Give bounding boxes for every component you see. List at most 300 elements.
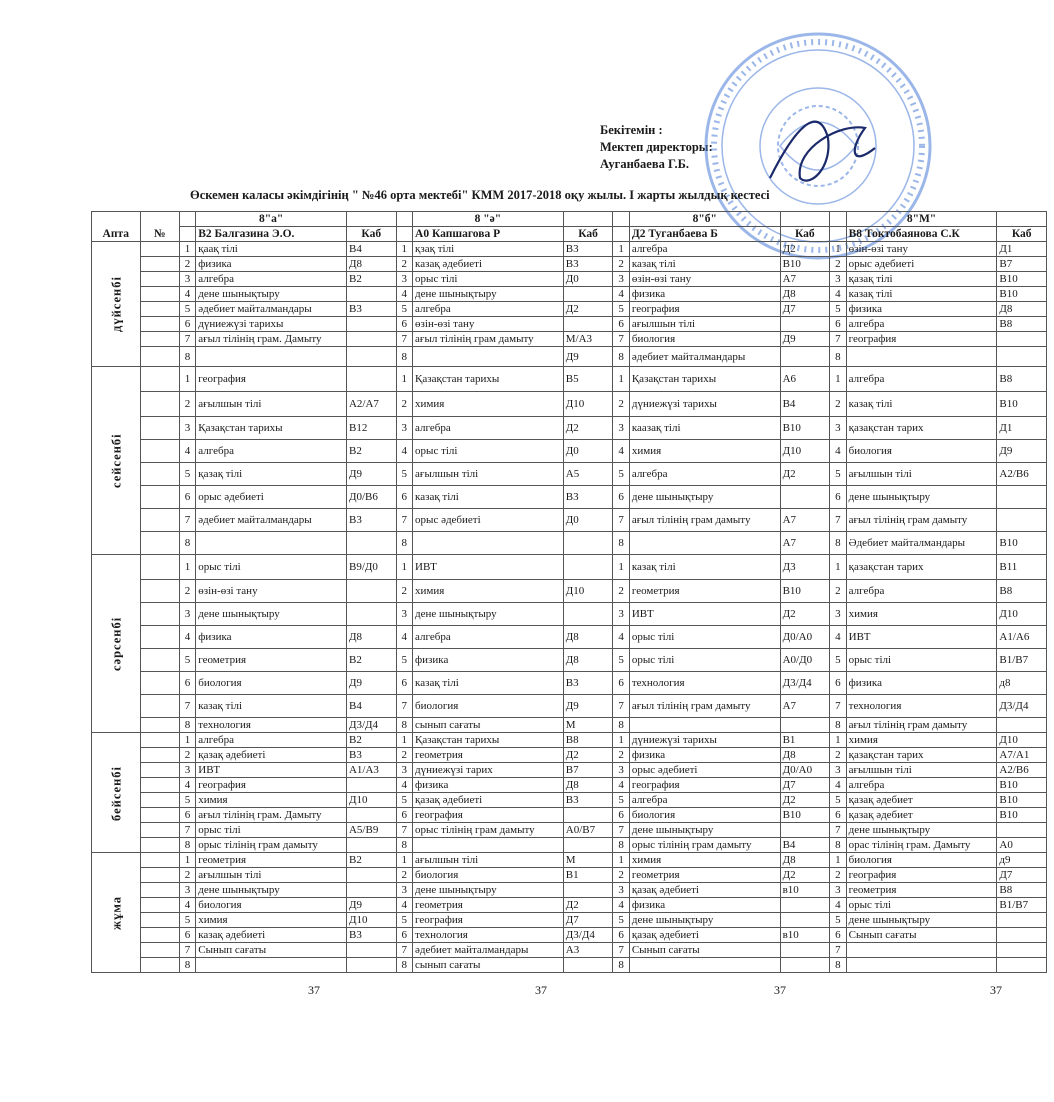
room-cell [997, 718, 1047, 733]
day-label: сәрсенбі [92, 555, 141, 733]
subject-cell: алгебра [846, 317, 997, 332]
room-cell [780, 913, 830, 928]
subject-cell: қазақ әдебиет [846, 808, 997, 823]
room-cell: В4 [780, 838, 830, 853]
room-cell: Д10 [780, 440, 830, 463]
room-cell [563, 883, 613, 898]
room-cell: В7 [997, 257, 1047, 272]
room-cell: В2 [346, 272, 396, 287]
room-cell: д9 [997, 853, 1047, 868]
room-cell: Д8 [780, 287, 830, 302]
table-row [92, 532, 1047, 555]
subject-cell: қазақ әдебиет [846, 793, 997, 808]
spacer-cell [140, 838, 179, 853]
lesson-number: 6 [613, 486, 630, 509]
lesson-number: 6 [179, 486, 196, 509]
subject-cell: дене шынықтыру [413, 883, 564, 898]
room-cell: В2 [346, 733, 396, 748]
table-row [92, 347, 1047, 367]
subject-cell: химия [846, 603, 997, 626]
lesson-number: 5 [396, 913, 413, 928]
room-cell: В4 [346, 242, 396, 257]
room-cell: Д3/Д4 [563, 928, 613, 943]
subject-cell: орыс әдебиеті [413, 509, 564, 532]
subject-cell: дене шынықтыру [629, 486, 780, 509]
lesson-number: 6 [613, 928, 630, 943]
lesson-number: 6 [830, 486, 847, 509]
subject-cell: дене шынықтыру [413, 287, 564, 302]
lesson-number: 6 [179, 672, 196, 695]
lesson-number: 6 [830, 928, 847, 943]
lesson-number: 2 [613, 392, 630, 417]
lesson-number: 2 [830, 580, 847, 603]
room-cell: А2/В6 [997, 763, 1047, 778]
room-cell [563, 532, 613, 555]
lesson-number: 2 [179, 868, 196, 883]
subject-cell: биология [846, 853, 997, 868]
lesson-number: 3 [613, 603, 630, 626]
total-hours: 37 [308, 983, 320, 997]
lesson-number: 3 [396, 272, 413, 287]
subject-cell: дүниежүзі тарихы [629, 392, 780, 417]
room-cell: А2/А7 [346, 392, 396, 417]
lesson-number: 1 [830, 733, 847, 748]
lesson-number: 1 [396, 733, 413, 748]
spacer-cell [140, 302, 179, 317]
room-cell: Д8 [346, 626, 396, 649]
lesson-number: 5 [396, 793, 413, 808]
class-name: 8"а" [196, 212, 347, 227]
subject-cell: алгебра [413, 302, 564, 317]
room-cell: В8 [563, 733, 613, 748]
lesson-number: 4 [613, 778, 630, 793]
lesson-number: 6 [396, 486, 413, 509]
room-cell [563, 317, 613, 332]
room-cell: В3 [563, 242, 613, 257]
subject-cell: химия [413, 392, 564, 417]
subject-cell [846, 958, 997, 973]
room-cell: Д2 [780, 868, 830, 883]
lesson-number: 6 [396, 672, 413, 695]
subject-cell: казақ тілі [846, 392, 997, 417]
subject-cell: география [846, 332, 997, 347]
lesson-number: 8 [613, 718, 630, 733]
subject-cell: дүниежүзі тарихы [196, 317, 347, 332]
spacer-cell [140, 913, 179, 928]
subject-cell [196, 532, 347, 555]
lesson-number: 8 [396, 532, 413, 555]
table-row [92, 603, 1047, 626]
room-cell: Д3/Д4 [780, 672, 830, 695]
subject-cell: химия [413, 580, 564, 603]
subject-cell: алгебра [846, 580, 997, 603]
lesson-number: 2 [396, 748, 413, 763]
subject-cell: биология [629, 332, 780, 347]
lesson-number: 7 [179, 943, 196, 958]
spacer-cell [140, 733, 179, 748]
subject-cell: география [629, 302, 780, 317]
room-cell [346, 367, 396, 392]
lesson-number: 1 [179, 242, 196, 257]
subject-cell: химия [629, 440, 780, 463]
lesson-number: 7 [396, 823, 413, 838]
room-cell: В8 [997, 317, 1047, 332]
subject-cell: технология [413, 928, 564, 943]
room-cell: Д9 [563, 347, 613, 367]
subject-cell: геометрия [846, 883, 997, 898]
lesson-number: 6 [396, 808, 413, 823]
room-cell: В1/В7 [997, 649, 1047, 672]
table-row [92, 793, 1047, 808]
table-row [92, 367, 1047, 392]
subject-cell: ағыл тілінің грам дамыту [413, 332, 564, 347]
room-cell: В12 [346, 417, 396, 440]
lesson-number: 5 [830, 649, 847, 672]
lesson-number: 2 [830, 257, 847, 272]
lesson-number: 8 [830, 347, 847, 367]
class-teacher: А0 Капшагова Р [413, 227, 564, 242]
lesson-number: 4 [830, 287, 847, 302]
room-cell: В2 [346, 440, 396, 463]
subject-cell: биология [846, 440, 997, 463]
spacer-cell [140, 695, 179, 718]
subject-cell: геометрия [196, 853, 347, 868]
subject-cell: Әдебиет майталмандары [846, 532, 997, 555]
subject-cell: география [196, 367, 347, 392]
subject-cell: биология [413, 868, 564, 883]
lesson-number: 2 [179, 257, 196, 272]
room-cell: В3 [563, 486, 613, 509]
subject-cell: ағылшын тілі [196, 868, 347, 883]
table-row [92, 287, 1047, 302]
table-row [92, 463, 1047, 486]
room-cell: Д10 [563, 580, 613, 603]
room-cell: Д8 [780, 853, 830, 868]
subject-cell: ИВТ [196, 763, 347, 778]
subject-cell: география [413, 913, 564, 928]
subject-cell: Қазақстан тарихы [196, 417, 347, 440]
room-cell: В10 [997, 778, 1047, 793]
subject-cell: Қазақстан тарихы [413, 733, 564, 748]
lesson-number: 6 [396, 928, 413, 943]
spacer-cell [140, 898, 179, 913]
subject-cell: орас тілінің грам. Дамыту [846, 838, 997, 853]
lesson-number: 4 [179, 626, 196, 649]
subject-cell: қазақ әдебиеті [413, 793, 564, 808]
room-cell: А0/В7 [563, 823, 613, 838]
room-cell: в10 [780, 928, 830, 943]
subject-cell: технология [196, 718, 347, 733]
room-cell [780, 718, 830, 733]
room-cell: д8 [997, 672, 1047, 695]
room-cell: Д1 [997, 417, 1047, 440]
room-cell: Д7 [780, 302, 830, 317]
lesson-number: 8 [613, 532, 630, 555]
lesson-number: 6 [396, 317, 413, 332]
room-cell: А7 [780, 509, 830, 532]
cab-header: Каб [563, 227, 613, 242]
table-row [92, 913, 1047, 928]
room-cell [563, 603, 613, 626]
room-cell: Д3 [780, 555, 830, 580]
room-cell: Д10 [346, 913, 396, 928]
spacer-cell [140, 672, 179, 695]
table-row [92, 928, 1047, 943]
lesson-number: 2 [613, 868, 630, 883]
lesson-number: 4 [396, 778, 413, 793]
room-cell: А1/А6 [997, 626, 1047, 649]
subject-cell: казақ тілі [846, 287, 997, 302]
subject-cell [846, 347, 997, 367]
lesson-number: 5 [613, 793, 630, 808]
lesson-number: 6 [179, 808, 196, 823]
room-cell: В10 [997, 532, 1047, 555]
room-cell [346, 580, 396, 603]
lesson-number: 8 [179, 718, 196, 733]
table-row [92, 868, 1047, 883]
subject-cell: Сынып сағаты [629, 943, 780, 958]
subject-cell: химия [629, 853, 780, 868]
lesson-number: 8 [396, 718, 413, 733]
subject-cell: орыс тілі [629, 649, 780, 672]
subject-cell: орыс тілі [846, 898, 997, 913]
lesson-number: 7 [613, 509, 630, 532]
lesson-number: 4 [613, 287, 630, 302]
subject-cell: физика [629, 287, 780, 302]
subject-cell: алгебра [629, 463, 780, 486]
subject-cell: өзін-өзі тану [846, 242, 997, 257]
room-cell: В4 [780, 392, 830, 417]
room-cell: М [563, 853, 613, 868]
lesson-number: 2 [396, 868, 413, 883]
table-row [92, 748, 1047, 763]
subject-cell: ағыл тілінің грам дамыту [629, 509, 780, 532]
cab-header: Каб [780, 227, 830, 242]
subject-cell: химия [196, 793, 347, 808]
subject-cell: орыс әдебиеті [629, 763, 780, 778]
lesson-number: 3 [396, 603, 413, 626]
lesson-number: 2 [396, 580, 413, 603]
room-cell [563, 958, 613, 973]
room-cell [997, 332, 1047, 347]
spacer-cell [140, 868, 179, 883]
spacer-cell [140, 778, 179, 793]
subject-cell: орыс тілі [629, 626, 780, 649]
room-cell: Д2 [563, 748, 613, 763]
spacer-cell [140, 823, 179, 838]
room-cell: В7 [563, 763, 613, 778]
lesson-number: 5 [396, 649, 413, 672]
room-cell: А1/А3 [346, 763, 396, 778]
table-row [92, 718, 1047, 733]
subject-cell [629, 958, 780, 973]
room-cell: Д7 [780, 778, 830, 793]
room-cell: В3 [346, 509, 396, 532]
room-cell: В3 [346, 928, 396, 943]
subject-cell [629, 718, 780, 733]
subject-cell: география [846, 868, 997, 883]
room-cell: Д10 [563, 392, 613, 417]
table-row [92, 883, 1047, 898]
room-cell: Д0 [563, 440, 613, 463]
room-cell: В2 [346, 853, 396, 868]
lesson-number: 7 [396, 332, 413, 347]
class-name: 8"М" [846, 212, 997, 227]
room-cell [780, 317, 830, 332]
room-cell [997, 823, 1047, 838]
subject-cell: сынып сағаты [413, 958, 564, 973]
spacer-cell [140, 367, 179, 392]
room-cell [346, 958, 396, 973]
room-cell: Д8 [563, 778, 613, 793]
room-cell: Д9 [346, 898, 396, 913]
room-cell: Д8 [346, 257, 396, 272]
subject-cell: орыс тілі [413, 272, 564, 287]
lesson-number: 6 [830, 672, 847, 695]
subject-cell: биология [629, 808, 780, 823]
lesson-number: 3 [613, 883, 630, 898]
spacer-cell [140, 257, 179, 272]
lesson-number: 1 [613, 242, 630, 257]
lesson-number: 3 [179, 603, 196, 626]
room-cell: В1/В7 [997, 898, 1047, 913]
lesson-number: 8 [830, 532, 847, 555]
lesson-number: 4 [830, 440, 847, 463]
lesson-number: 4 [613, 440, 630, 463]
lesson-number: 4 [396, 626, 413, 649]
room-cell [346, 838, 396, 853]
lesson-number: 2 [613, 580, 630, 603]
lesson-number: 8 [613, 347, 630, 367]
subject-cell: казақ тілі [413, 672, 564, 695]
room-cell: Д0 [563, 509, 613, 532]
room-cell: А5/В9 [346, 823, 396, 838]
table-row [92, 672, 1047, 695]
room-cell: М [563, 718, 613, 733]
room-cell: В10 [997, 808, 1047, 823]
lesson-number: 1 [179, 555, 196, 580]
total-hours: 37 [990, 983, 1002, 997]
lesson-number: 5 [396, 302, 413, 317]
subject-cell: алгебра [196, 733, 347, 748]
room-cell [346, 332, 396, 347]
room-cell [780, 486, 830, 509]
room-cell: Д0/А0 [780, 626, 830, 649]
subject-cell: физика [413, 649, 564, 672]
subject-cell: ағылшын тілі [846, 763, 997, 778]
subject-cell: дене шынықтыру [196, 287, 347, 302]
subject-cell: ИВТ [413, 555, 564, 580]
subject-cell: алгебра [413, 417, 564, 440]
subject-cell: география [196, 778, 347, 793]
subject-cell [413, 532, 564, 555]
lesson-number: 7 [830, 509, 847, 532]
lesson-number: 2 [830, 748, 847, 763]
lesson-number: 8 [830, 838, 847, 853]
day-label: жұма [92, 853, 141, 973]
subject-cell: каазақ тілі [629, 417, 780, 440]
lesson-number: 8 [179, 838, 196, 853]
lesson-number: 4 [830, 626, 847, 649]
room-cell: В10 [780, 417, 830, 440]
subject-cell: орыс тілі [846, 649, 997, 672]
room-cell [780, 347, 830, 367]
subject-cell: қазақ әдебиеті [629, 883, 780, 898]
room-cell [346, 532, 396, 555]
lesson-number: 2 [396, 392, 413, 417]
room-cell [997, 347, 1047, 367]
subject-cell: геометрия [196, 649, 347, 672]
subject-cell [629, 532, 780, 555]
lesson-number: 7 [613, 943, 630, 958]
spacer-cell [140, 347, 179, 367]
spacer-cell [140, 317, 179, 332]
approval-block [600, 122, 713, 173]
room-cell [563, 838, 613, 853]
lesson-number: 5 [613, 302, 630, 317]
room-cell [563, 555, 613, 580]
spacer-cell [140, 718, 179, 733]
room-cell [346, 808, 396, 823]
subject-cell: дене шынықтыру [196, 603, 347, 626]
table-row [92, 242, 1047, 257]
room-cell: А7 [780, 532, 830, 555]
lesson-number: 1 [830, 242, 847, 257]
table-row [92, 332, 1047, 347]
room-cell: Д0/А0 [780, 763, 830, 778]
spacer-cell [140, 417, 179, 440]
spacer-cell [140, 392, 179, 417]
lesson-number: 1 [396, 367, 413, 392]
lesson-number: 1 [830, 853, 847, 868]
subject-cell: ағыл тілінің грам дамыту [629, 695, 780, 718]
subject-cell: дене шынықтыру [846, 823, 997, 838]
lesson-number: 1 [613, 733, 630, 748]
lesson-number: 1 [179, 367, 196, 392]
room-cell: А2/В6 [997, 463, 1047, 486]
lesson-number: 7 [613, 695, 630, 718]
table-row [92, 392, 1047, 417]
subject-cell: алгебра [196, 440, 347, 463]
spacer-cell [140, 958, 179, 973]
subject-cell: қазақстан тарих [846, 555, 997, 580]
subject-cell: дүниежүзі тарихы [629, 733, 780, 748]
class-teacher: В2 Балгазина Э.О. [196, 227, 347, 242]
subject-cell: физика [846, 672, 997, 695]
room-cell: Д9 [780, 332, 830, 347]
day-label: дүйсенбі [92, 242, 141, 367]
table-row [92, 649, 1047, 672]
table-row [92, 417, 1047, 440]
subject-cell: қазақстан тарих [846, 748, 997, 763]
lesson-number: 7 [179, 823, 196, 838]
lesson-number: 3 [830, 763, 847, 778]
table-row [92, 555, 1047, 580]
subject-cell: казақ әдебиеті [196, 928, 347, 943]
room-cell: Д9 [346, 463, 396, 486]
room-cell: В5 [563, 367, 613, 392]
room-cell: Д3/Д4 [997, 695, 1047, 718]
lesson-number: 3 [396, 763, 413, 778]
room-cell: Д8 [780, 748, 830, 763]
subject-cell: ағылшын тілі [413, 463, 564, 486]
subject-cell: Сынып сағаты [196, 943, 347, 958]
subject-cell: өзін-өзі тану [196, 580, 347, 603]
spacer-cell [140, 242, 179, 257]
table-row [92, 763, 1047, 778]
subject-cell [196, 347, 347, 367]
subject-cell: физика [629, 898, 780, 913]
